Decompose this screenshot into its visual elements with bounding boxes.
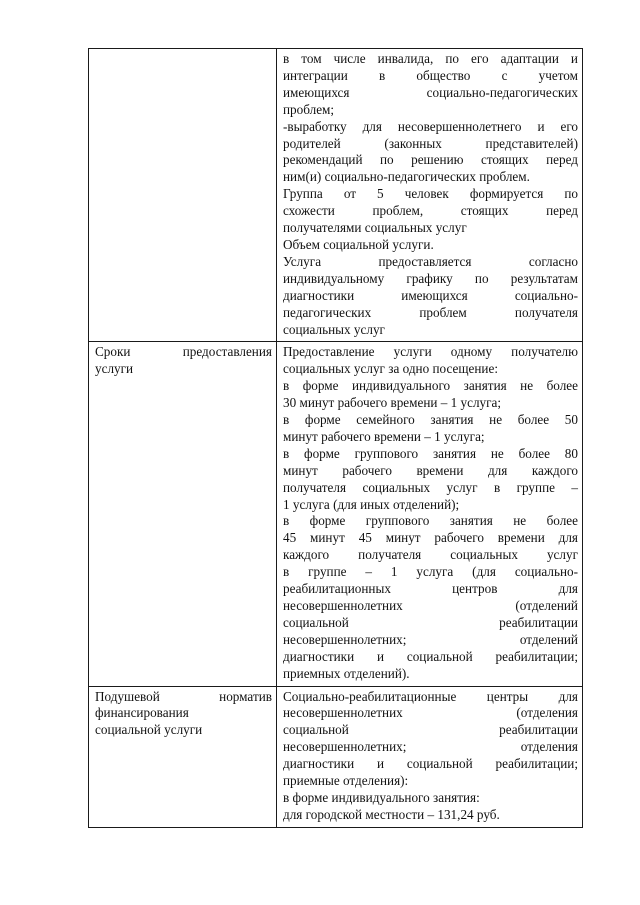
content-text-line: 30 минут рабочего времени – 1 услуга; xyxy=(283,395,502,411)
content-text-line: минут рабочего времени – 1 услуга; xyxy=(283,428,485,444)
content-text-line: ним(и) социально-педагогических проблем. xyxy=(283,169,530,185)
table-row xyxy=(89,49,583,342)
content-text-line: родителей (законных представителей) xyxy=(283,135,578,151)
row-content-cell xyxy=(277,686,583,827)
content-text-line: социальной реабилитации xyxy=(283,722,578,738)
content-text-line: диагностики и социальной реабилитации; xyxy=(283,648,578,664)
content-text-line: реабилитационных центров для xyxy=(283,581,578,597)
content-text-line: Группа от 5 человек формируется по xyxy=(283,186,578,202)
content-text-line: индивидуальному графику по результатам xyxy=(283,270,578,286)
content-text-line: социальной реабилитации xyxy=(283,614,578,630)
content-text-line: диагностики и социальной реабилитации; xyxy=(283,756,578,772)
content-text-line: проблем; xyxy=(283,101,335,117)
row-label-cell xyxy=(89,686,277,827)
content-text-line: несовершеннолетних (отделений xyxy=(283,598,578,613)
label-text-line: Сроки предоставления xyxy=(95,344,272,360)
table-row xyxy=(89,342,583,686)
content-text-line: приемных отделений). xyxy=(283,665,410,681)
content-text-line: социальных услуг xyxy=(283,321,385,337)
content-text-line: в том числе инвалида, по его адаптации и xyxy=(283,51,578,66)
content-text-line: в форме группового занятия не более xyxy=(283,513,578,529)
content-text-line: для городской местности – 131,24 руб. xyxy=(283,806,500,822)
content-text-line: Объем социальной услуги. xyxy=(283,236,434,252)
row-label-cell xyxy=(89,49,277,342)
label-text-line: услуги xyxy=(95,361,134,377)
content-text-line: схожести проблем, стоящих перед xyxy=(283,203,578,219)
content-text-line: Предоставление услуги одному получателю xyxy=(283,344,578,360)
content-text-line: несовершеннолетних (отделения xyxy=(283,705,578,721)
content-text-line: педагогических проблем получателя xyxy=(283,304,578,320)
content-text-line: приемные отделения): xyxy=(283,773,409,789)
content-text-line: имеющихся социально-педагогических xyxy=(283,84,578,100)
content-text-line: минут рабочего времени для каждого xyxy=(283,462,578,478)
content-text-line: -выработку для несовершеннолетнего и его xyxy=(283,118,578,134)
content-text-line: в форме индивидуального занятия: xyxy=(283,789,480,805)
content-text-line: в форме группового занятия не более 80 xyxy=(283,445,578,461)
content-text-line: Социально-реабилитационные центры для xyxy=(283,688,578,704)
label-text-line: финансирования xyxy=(95,705,189,721)
row-content-cell xyxy=(277,49,583,342)
content-text-line: несовершеннолетних; отделений xyxy=(283,631,578,647)
content-text-line: в форме индивидуального занятия не более xyxy=(283,378,578,394)
content-text-line: 45 минут 45 минут рабочего времени для xyxy=(283,530,578,546)
content-text-line: диагностики имеющихся социально- xyxy=(283,287,578,303)
document-table xyxy=(88,48,583,828)
table-row xyxy=(89,686,583,827)
content-text-line: Услуга предоставляется согласно xyxy=(283,253,578,269)
content-text-line: рекомендаций по решению стоящих перед xyxy=(283,152,578,168)
row-label-cell xyxy=(89,342,277,686)
content-text-line: социальных услуг за одно посещение: xyxy=(283,361,498,377)
label-text-line: социальной услуги xyxy=(95,722,203,738)
content-text-line: интеграции в общество с учетом xyxy=(283,67,578,83)
row-content-cell xyxy=(277,342,583,686)
content-text-line: получателями социальных услуг xyxy=(283,220,467,236)
label-text-line: Подушевой норматив xyxy=(95,688,272,704)
content-text-line: несовершеннолетних; отделения xyxy=(283,739,578,755)
content-text-line: в форме семейного занятия не более 50 xyxy=(283,412,578,428)
content-text-line: получателя социальных услуг в группе – xyxy=(283,479,578,495)
content-text-line: 1 услуга (для иных отделений); xyxy=(283,496,460,512)
content-text-line: в группе – 1 услуга (для социально- xyxy=(283,564,578,580)
content-text-line: каждого получателя социальных услуг xyxy=(283,547,578,563)
